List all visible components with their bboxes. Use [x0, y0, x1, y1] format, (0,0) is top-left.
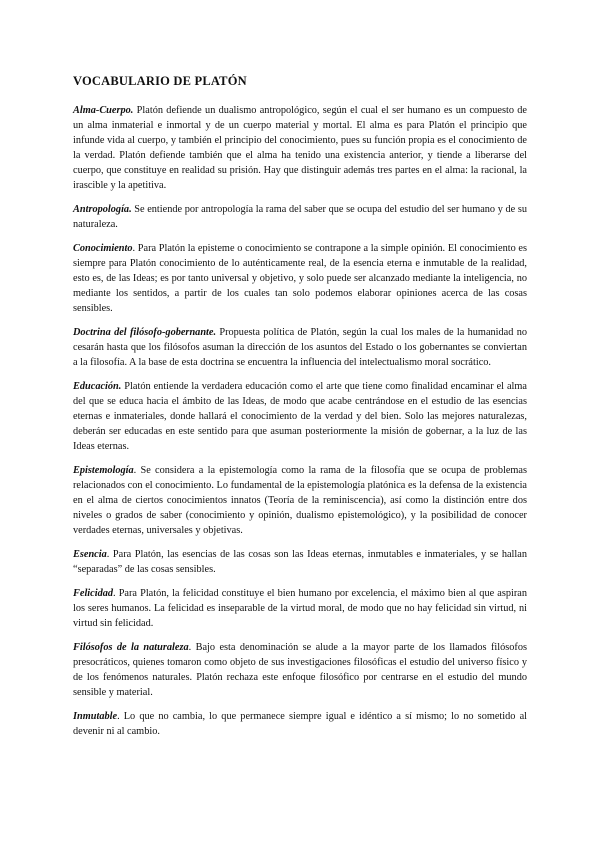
entry-definition: . Para Platón, las esencias de las cosas son las Ideas eternas, inmutables e inmateriales, y se hallan “separadas” de las cosas sensibles.: [73, 549, 527, 575]
entry-epistemologia: [73, 463, 527, 538]
entry-term: Inmutable: [73, 711, 118, 722]
entry-term: Esencia: [73, 549, 107, 560]
entry-definition: . Lo que no cambia, lo que permanece siempre igual e idéntico a sí mismo; lo no sometido al devenir ni al cambio.: [73, 711, 527, 737]
entry-term: Alma-Cuerpo.: [73, 105, 134, 116]
entry-term: Doctrina del filósofo-gobernante.: [73, 327, 217, 338]
entry-definition: Platón defiende un dualismo antropológico, según el cual el ser humano es un compuesto de un alma inmaterial e inmortal y de un cuerpo material y mortal. El alma es para Platón el principio que infunde vida al cuerpo, y también el principio del conocimiento, pues su función propia es el conocimiento de la verdad. Platón defiende también que el alma ha tenido una existencia anterior, y tiende a liberarse del cuerpo, que constituye en realidad su prisión. Hay que distinguir además tres partes en el alma: la racional, la irascible y la apetitiva.: [73, 105, 527, 191]
entry-definition: . Para Platón la episteme o conocimiento se contrapone a la simple opinión. El conocimiento es siempre para Platón conocimiento de lo auténticamente real, de la esencia eterna e inmutable de la realidad, esto es, de las Ideas; es por tanto universal y objetivo, y solo puede ser alcanzado mediante la inteligencia, no mediante los sentidos, a partir de los cuales tan solo podemos elaborar opiniones acerca de las cosas sensibles.: [73, 243, 527, 314]
entry-felicidad: [73, 586, 527, 631]
entry-term: Epistemología: [73, 465, 134, 476]
entry-definition: . Bajo esta denominación se alude a la mayor parte de los llamados filósofos presocráticos, quienes tomaron como objeto de sus investigaciones filosóficas el estudio del universo físico y de los fenómenos naturales. Platón rechaza este enfoque filosófico por centrarse en el estudio del mundo sensible y material.: [73, 642, 527, 698]
entry-educacion: [73, 379, 527, 454]
entry-term: Felicidad: [73, 588, 114, 599]
entry-filosofos-naturaleza: [73, 640, 527, 700]
entry-definition: Platón entiende la verdadera educación como el arte que tiene como finalidad encaminar el alma del que se educa hacia el ámbito de las Ideas, de modo que acabe centrándose en el estudio de las esencias eternas e inmateriales, donde hallará el conocimiento de la verdad y del bien. Solo las mejores naturalezas, deberán ser educadas en este sentido para que asuman posteriormente la misión de gobernar, a la luz de las Ideas eternas.: [73, 381, 527, 452]
document-page: [73, 74, 527, 748]
entry-inmutable: [73, 709, 527, 739]
entry-esencia: [73, 547, 527, 577]
entry-term: Educación.: [73, 381, 122, 392]
entry-definition: . Para Platón, la felicidad constituye el bien humano por excelencia, el máximo bien al que aspiran los seres humanos. La felicidad es inseparable de la virtud moral, de modo que no hay felicidad sin virtud, ni virtud sin felicidad.: [73, 588, 527, 629]
entry-definition: Se entiende por antropología la rama del saber que se ocupa del estudio del ser humano y de su naturaleza.: [73, 204, 527, 230]
entry-term: Filósofos de la naturaleza: [73, 642, 189, 653]
entry-alma-cuerpo: [73, 103, 527, 193]
document-title: VOCABULARIO DE PLATÓN: [73, 74, 247, 88]
entry-definition: Propuesta política de Platón, según la cual los males de la humanidad no cesarán hasta que los filósofos asuman la dirección de los asuntos del Estado o los gobernantes se conviertan a la filosofía. A la base de esta doctrina se encuentra la influencia del intelectualismo moral socrático.: [73, 327, 527, 368]
entry-definition: . Se considera a la epistemología como la rama de la filosofía que se ocupa de problemas relacionados con el conocimiento. Lo fundamental de la epistemología platónica es la defensa de la existencia en el alma de ciertos conocimientos innatos (Teoría de la reminiscencia), así como la distinción entre dos niveles o grados de saber (conocimiento y opinión, dualismo epistemológico), y la posibilidad de conocer verdades eternas, universales y objetivas.: [73, 465, 527, 536]
entry-term: Antropología.: [73, 204, 132, 215]
entry-conocimiento: [73, 241, 527, 316]
entry-antropologia: [73, 202, 527, 232]
entry-doctrina-filosofo-gobernante: [73, 325, 527, 370]
entry-term: Conocimiento: [73, 243, 133, 254]
